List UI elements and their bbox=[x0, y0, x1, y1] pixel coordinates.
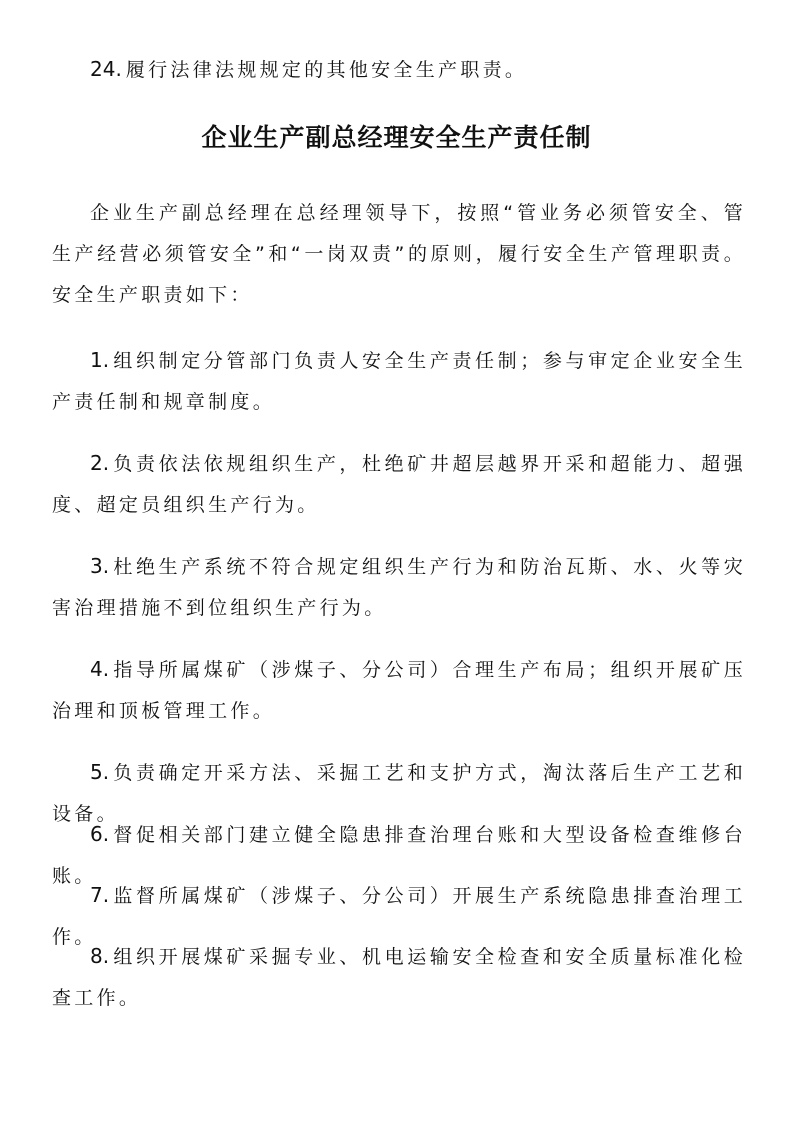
item-text: 履行法律法规规定的其他安全生产职责。 bbox=[125, 59, 528, 81]
item-text: 组织开展煤矿采掘专业、机电运输安全检查和安全质量标准化检查工作。 bbox=[52, 946, 746, 1009]
list-item-2 bbox=[52, 443, 746, 526]
item-number: 6. bbox=[90, 822, 110, 846]
item-number: 24. bbox=[90, 57, 122, 81]
item-text: 督促相关部门建立健全隐患排查治理台账和大型设备检查维修台账。 bbox=[52, 824, 746, 887]
item-number: 4. bbox=[90, 657, 110, 681]
item-text: 负责确定开采方法、采掘工艺和支护方式，淘汰落后生产工艺和设备。 bbox=[52, 762, 746, 825]
prev-item-24 bbox=[52, 49, 746, 91]
item-number: 7. bbox=[90, 883, 110, 907]
item-number: 2. bbox=[90, 451, 110, 475]
document-title: 企业生产副总经理安全生产责任制 bbox=[201, 123, 592, 152]
item-number: 3. bbox=[90, 554, 110, 578]
item-number: 5. bbox=[90, 760, 110, 784]
item-text: 杜绝生产系统不符合规定组织生产行为和防治瓦斯、水、火等灾害治理措施不到位组织生产行为。 bbox=[52, 556, 746, 619]
item-text: 指导所属煤矿（涉煤子、分公司）合理生产布局；组织开展矿压治理和顶板管理工作。 bbox=[52, 659, 746, 722]
item-text: 监督所属煤矿（涉煤子、分公司）开展生产系统隐患排查治理工作。 bbox=[52, 885, 746, 948]
list-item-4 bbox=[52, 649, 746, 732]
item-number: 8. bbox=[90, 944, 110, 968]
item-text: 组织制定分管部门负责人安全生产责任制；参与审定企业安全生产责任制和规章制度。 bbox=[52, 350, 746, 413]
item-number: 1. bbox=[90, 348, 110, 372]
list-item-3 bbox=[52, 546, 746, 629]
intro-paragraph: 企业生产副总经理在总经理领导下，按照“管业务必须管安全、管生产经营必须管安全”和“一岗双责”的原则，履行安全生产管理职责。安全生产职责如下： bbox=[52, 202, 746, 306]
item-text: 负责依法依规组织生产，杜绝矿井超层越界开采和超能力、超强度、超定员组织生产行为。 bbox=[52, 453, 746, 516]
list-item-1 bbox=[52, 340, 746, 423]
list-item-8 bbox=[52, 936, 746, 1019]
